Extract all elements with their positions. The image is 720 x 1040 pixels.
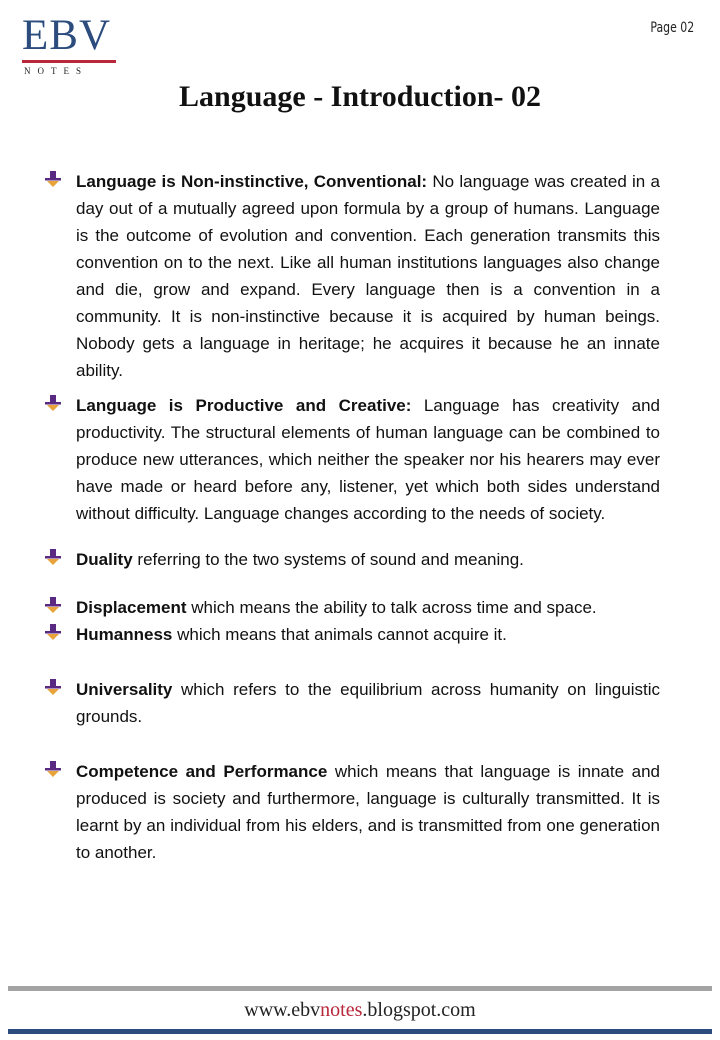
logo-subtext: NOTES [24,66,88,76]
bullet-term: Language is Non-instinctive, Conventional: [76,172,428,191]
bullet-item [44,168,660,384]
bullet-list [44,168,660,866]
bullet-item [44,546,660,573]
bullet-text: No language was created in a day out of a mutually agreed upon formula by a group of humans. Language is the outcome of evolution and convention. Each generation transmits this convention on to the next. Like all human institutions languages also change and die, grow and expand. Every language then is a convention in a community. It is non-instinctive because it is acquired by human beings. Nobody gets a language in heritage; he acquires it because he an innate ability. [76,172,660,380]
page-number: Page 02 [650,20,694,36]
footer-url [0,999,720,1022]
footer-divider-top [8,986,712,991]
footer-url-accent: notes [320,999,363,1021]
bullet-term: Humanness [76,625,173,644]
bullet-text: Language has creativity and productivity. The structural elements of human language can be combined to produce new utterances, which neither the speaker nor his hearers may ever have made or heard before any, listener, yet which both sides understand without difficulty. Language changes according to the needs of society. [76,396,660,523]
bullet-item [44,392,660,527]
arrow-down-bullet-icon [44,394,62,412]
bullet-term: Duality [76,550,133,569]
bullet-item [44,621,660,648]
arrow-down-bullet-icon [44,760,62,778]
bullet-term: Displacement [76,598,187,617]
bullet-item [44,676,660,730]
arrow-down-bullet-icon [44,596,62,614]
arrow-down-bullet-icon [44,548,62,566]
bullet-text: which means that animals cannot acquire it. [172,625,507,644]
bullet-item [44,594,660,621]
arrow-down-bullet-icon [44,623,62,641]
arrow-down-bullet-icon [44,170,62,188]
bullet-item [44,758,660,866]
bullet-text: which refers to the equilibrium across humanity on linguistic grounds. [76,680,660,726]
logo-mark: EBV [22,12,111,59]
footer-url-prefix: www.ebv [244,999,321,1021]
page-title: Language - Introduction- 02 [179,80,541,113]
bullet-term: Competence and Performance [76,762,328,781]
ebv-notes-logo [22,14,120,76]
bullet-text: which means the ability to talk across time and space. [186,598,597,617]
bullet-text: referring to the two systems of sound and meaning. [132,550,524,569]
bullet-text: which means that language is innate and produced is society and furthermore, language is culturally transmitted. It is learnt by an individual from his elders, and is transmitted from one generation to another. [76,762,660,862]
footer-url-suffix: .blogspot.com [362,999,476,1021]
bullet-term: Language is Productive and Creative: [76,396,412,415]
footer-divider-bottom [8,1029,712,1034]
bullet-term: Universality [76,680,173,699]
arrow-down-bullet-icon [44,678,62,696]
logo-rule [22,60,116,63]
